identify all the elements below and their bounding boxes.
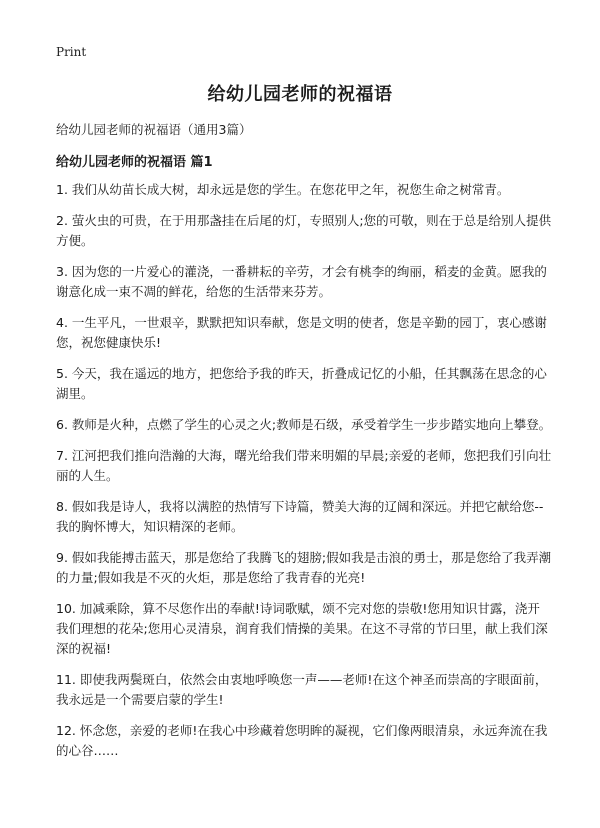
list-item: 8. 假如我是诗人，我将以满腔的热情写下诗篇，赞美大海的辽阔和深远。并把它献给您--我的胸怀博大，知识精深的老师。 xyxy=(56,499,544,534)
list-item: 3. 因为您的一片爱心的灌浇，一番耕耘的辛劳，才会有桃李的绚丽，稻麦的金黄。愿我的谢意化成一束不凋的鲜花，给您的生活带来芬芳。 xyxy=(56,264,547,299)
list-item: 7. 江河把我们推向浩瀚的大海，曙光给我们带来明媚的早晨;亲爱的老师，您把我们引向壮丽的人生。 xyxy=(56,448,552,483)
list-item: 10. 加减乘除，算不尽您作出的奉献!诗词歌赋，颂不完对您的崇敬!您用知识甘露，浇开我们理想的花朵;您用心灵清泉，润育我们情操的美果。在这不寻常的节曰里，献上我们深深的祝福! xyxy=(56,601,548,656)
list-item: 4. 一生平凡，一世艰辛，默默把知识奉献，您是文明的使者，您是辛勤的园丁，衷心感谢您，祝您健康快乐! xyxy=(56,315,547,350)
page-title: 给幼儿园老师的祝福语 xyxy=(207,84,393,105)
list-item: 9. 假如我能搏击蓝天，那是您给了我腾飞的翅膀;假如我是击浪的勇士，那是您给了我弄潮的力量;假如我是不灭的火炬，那是您给了我青春的光亮! xyxy=(56,550,552,585)
list-item: 1. 我们从幼苗长成大树，却永远是您的学生。在您花甲之年，祝您生命之树常青。 xyxy=(56,182,510,197)
list-item: 2. 萤火虫的可贵，在于用那盏挂在后尾的灯，专照别人;您的可敬，则在于总是给别人提供方便。 xyxy=(56,213,552,248)
section-heading: 给幼儿园老师的祝福语 篇1 xyxy=(56,155,213,170)
print-link[interactable]: Print xyxy=(56,45,87,59)
list-item: 12. 怀念您，亲爱的老师!在我心中珍藏着您明眸的凝视，它们像两眼清泉，永远奔流在我的心谷…… xyxy=(56,723,548,758)
blessing-list xyxy=(56,180,552,772)
list-item: 6. 教师是火种，点燃了学生的心灵之火;教师是石级，承受着学生一步步踏实地向上攀登。 xyxy=(56,417,552,432)
list-item: 11. 即使我两鬓斑白，依然会由衷地呼唤您一声——老师!在这个神圣而崇高的字眼面前，我永远是一个需要启蒙的学生! xyxy=(56,672,548,707)
list-item: 5. 今天，我在遥远的地方，把您给予我的昨天，折叠成记忆的小船，任其飘荡在思念的心湖里。 xyxy=(56,366,547,401)
document-subtitle: 给幼儿园老师的祝福语（通用3篇） xyxy=(56,122,252,137)
